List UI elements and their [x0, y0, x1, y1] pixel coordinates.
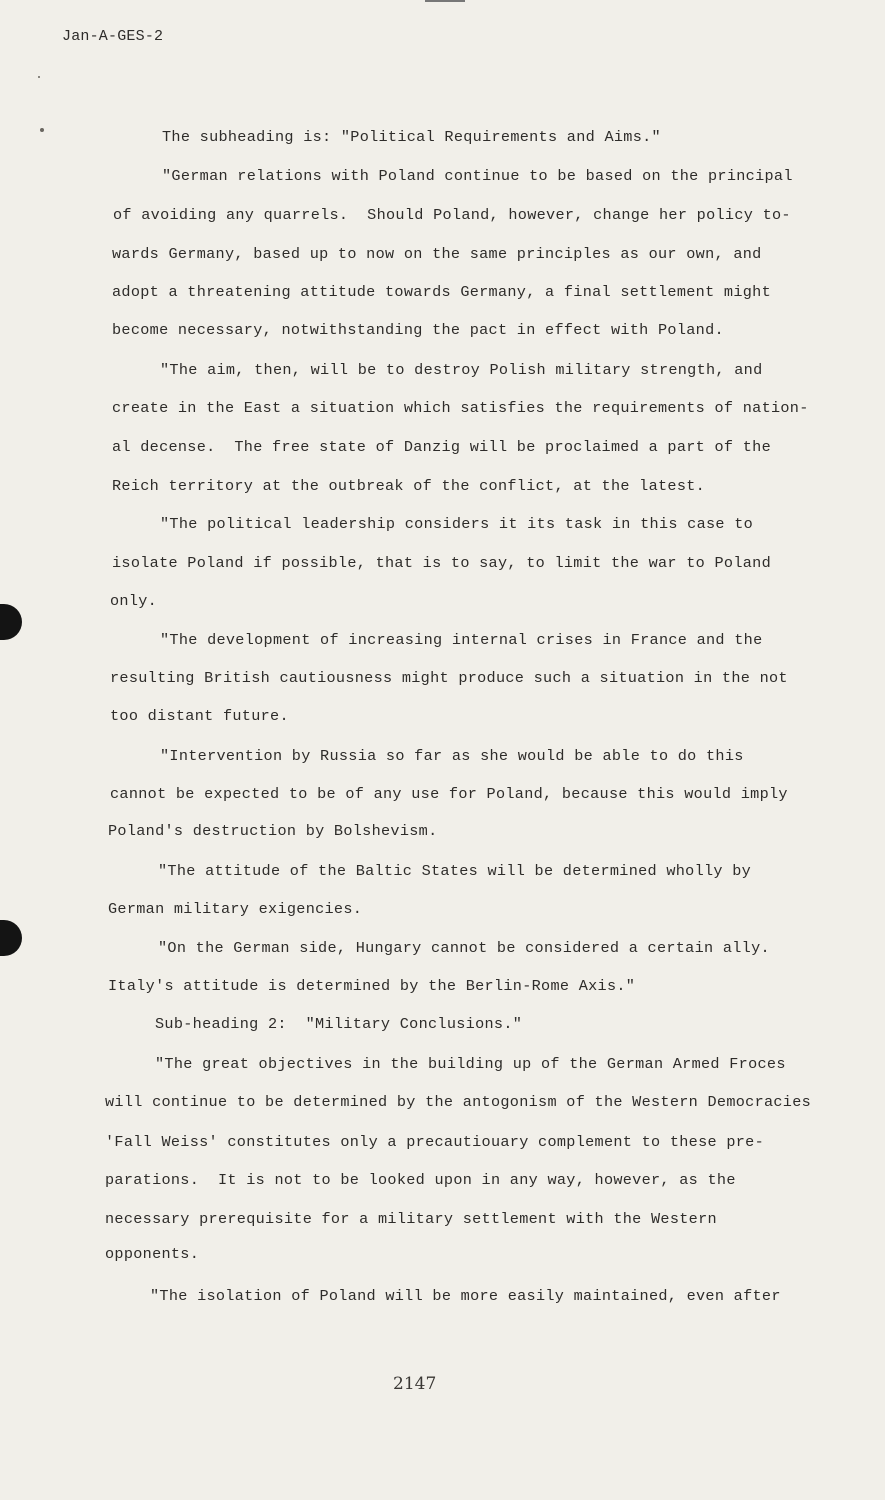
text-line: become necessary, notwithstanding the pact in effect with Poland.: [112, 321, 724, 339]
text-line: "The isolation of Poland will be more easily maintained, even after: [150, 1287, 781, 1305]
text-line: cannot be expected to be of any use for Poland, because this would imply: [110, 785, 788, 803]
text-line: German military exigencies.: [108, 900, 363, 918]
text-line: "German relations with Poland continue to be based on the principal: [162, 167, 793, 185]
punch-hole: [0, 604, 22, 640]
text-line: opponents.: [105, 1245, 200, 1263]
punch-hole: [0, 920, 22, 956]
page-number: 2147: [393, 1374, 437, 1394]
text-line: Sub-heading 2: "Military Conclusions.": [155, 1015, 523, 1033]
paper-speck: [40, 128, 44, 132]
top-edge-mark: [425, 0, 465, 2]
text-line: Italy's attitude is determined by the Berlin-Rome Axis.": [108, 977, 636, 995]
text-line: resulting British cautiousness might produce such a situation in the not: [110, 669, 788, 687]
text-line: create in the East a situation which satisfies the requirements of nation-: [112, 399, 809, 417]
text-line: 'Fall Weiss' constitutes only a precautiouary complement to these pre-: [105, 1133, 764, 1151]
text-line: wards Germany, based up to now on the same principles as our own, and: [112, 245, 762, 263]
text-line: too distant future.: [110, 707, 289, 725]
text-line: Reich territory at the outbreak of the conflict, at the latest.: [112, 477, 706, 495]
text-line: of avoiding any quarrels. Should Poland, however, change her policy to-: [113, 206, 791, 224]
text-line: Poland's destruction by Bolshevism.: [108, 822, 438, 840]
text-line: isolate Poland if possible, that is to say, to limit the war to Poland: [112, 554, 771, 572]
text-line: parations. It is not to be looked upon in any way, however, as the: [105, 1171, 736, 1189]
document-id: Jan-A-GES-2: [62, 28, 164, 45]
text-line: "The great objectives in the building up of the German Armed Froces: [155, 1055, 786, 1073]
text-line: The subheading is: "Political Requirements and Aims.": [162, 128, 661, 146]
text-line: adopt a threatening attitude towards Germany, a final settlement might: [112, 283, 771, 301]
text-line: "The aim, then, will be to destroy Polish military strength, and: [160, 361, 763, 379]
text-line: will continue to be determined by the antogonism of the Western Democracies: [105, 1093, 812, 1111]
paper-speck: [38, 76, 40, 78]
text-line: necessary prerequisite for a military settlement with the Western: [105, 1210, 717, 1228]
text-line: "On the German side, Hungary cannot be considered a certain ally.: [158, 939, 770, 957]
text-line: "Intervention by Russia so far as she would be able to do this: [160, 747, 744, 765]
text-line: "The development of increasing internal crises in France and the: [160, 631, 763, 649]
text-line: "The political leadership considers it its task in this case to: [160, 515, 754, 533]
text-line: only.: [110, 592, 158, 610]
text-line: "The attitude of the Baltic States will be determined wholly by: [158, 862, 752, 880]
text-line: al decense. The free state of Danzig will be proclaimed a part of the: [112, 438, 771, 456]
